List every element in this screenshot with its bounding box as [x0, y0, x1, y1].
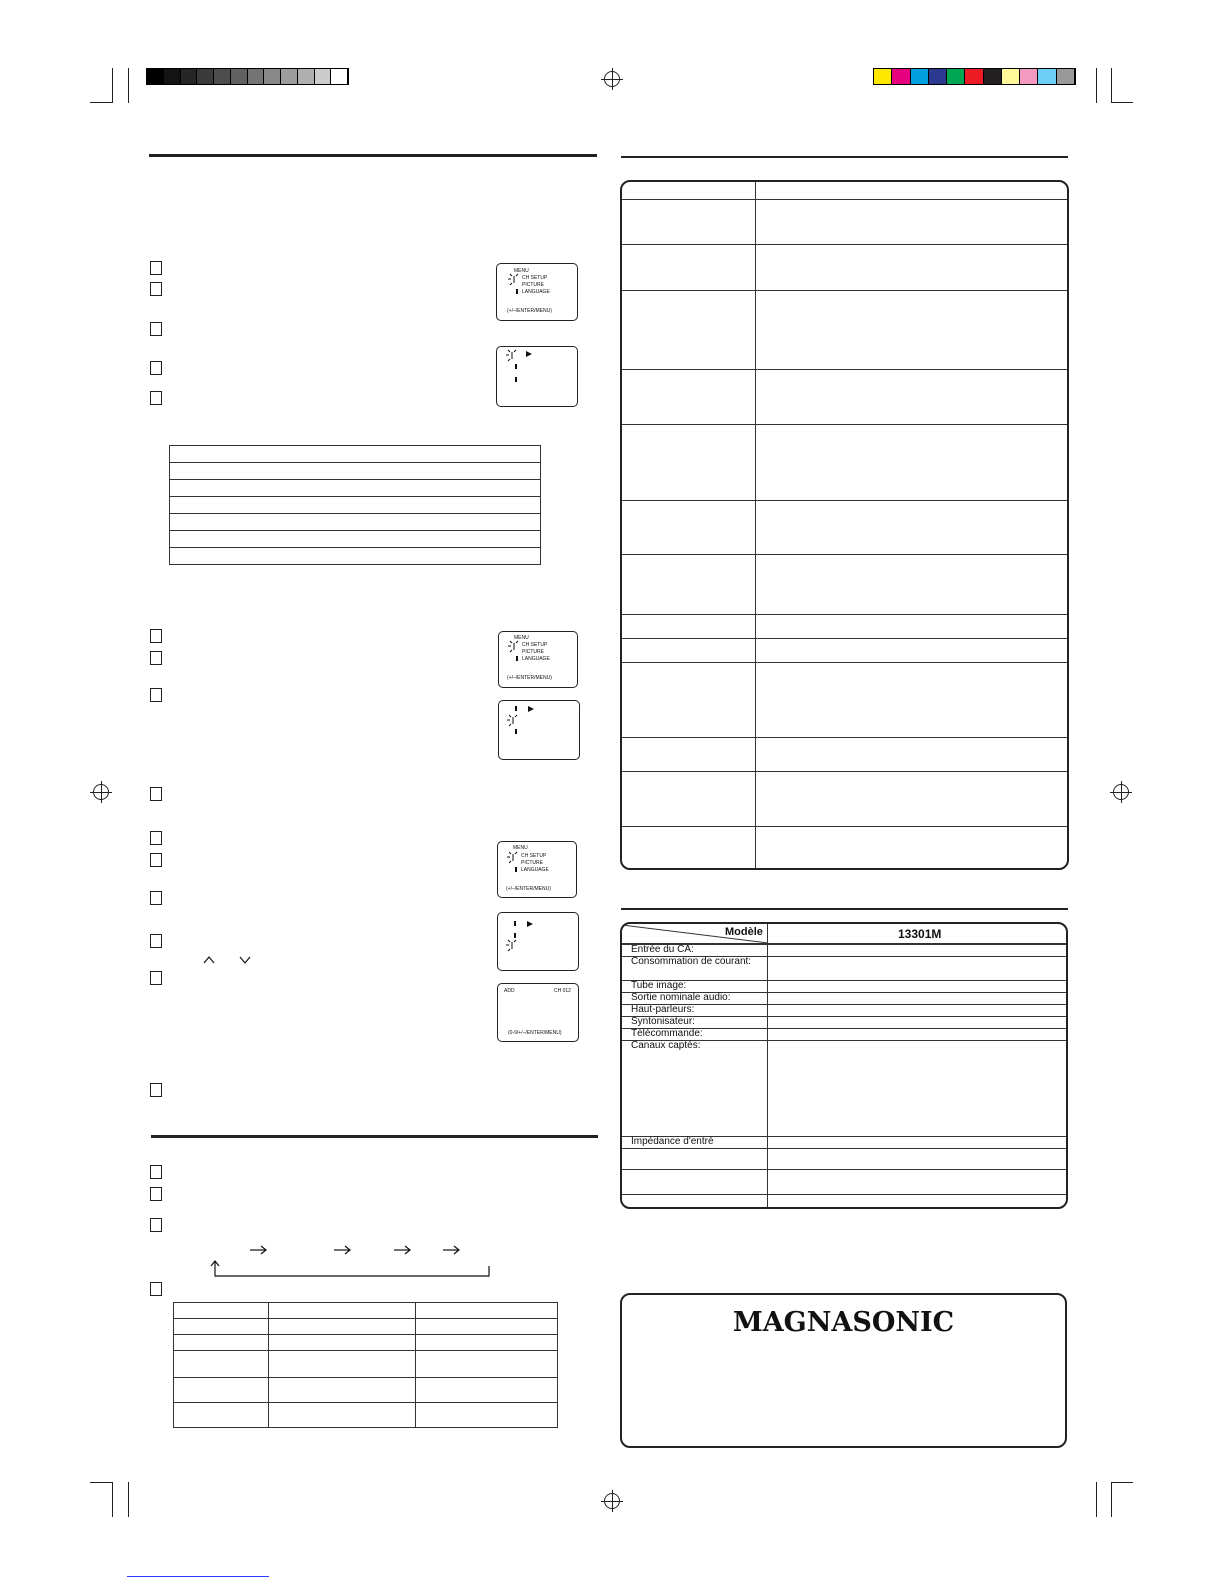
menu-item-language: LANGUAGE — [522, 656, 550, 662]
selection-bar — [515, 364, 517, 369]
blinking-cursor-icon — [506, 714, 520, 728]
color-swatch — [1057, 69, 1075, 84]
gray-swatch — [164, 69, 181, 84]
gray-swatch — [298, 69, 315, 84]
bottom-link-underline — [127, 1576, 269, 1577]
menu-item-picture: PICTURE — [522, 282, 544, 288]
setting-table-2 — [173, 1302, 558, 1428]
column-divider — [755, 182, 756, 870]
selection-bar — [516, 289, 518, 294]
step-box — [150, 934, 162, 948]
brand-box — [620, 1293, 1067, 1448]
cycle-arrows-diagram — [205, 1240, 495, 1282]
selection-bar — [514, 933, 516, 938]
step-box — [150, 891, 162, 905]
step-box — [150, 831, 162, 845]
registration-mark-top — [604, 71, 620, 87]
registration-mark-bottom — [604, 1493, 620, 1509]
table-row — [170, 514, 541, 531]
spec-row-label: Télécommande: — [631, 1028, 703, 1039]
step-box — [150, 322, 162, 336]
step-box — [150, 688, 162, 702]
troubleshooting-row-divider — [622, 500, 1069, 501]
table-cell — [269, 1403, 416, 1428]
step-box — [150, 1083, 162, 1097]
arrow-right-icon — [528, 706, 534, 712]
troubleshooting-row-divider — [622, 424, 1069, 425]
troubleshooting-row-divider — [622, 290, 1069, 291]
table-cell — [416, 1351, 558, 1378]
menu-hint: (+/–/ENTER/MENU) — [507, 308, 552, 314]
troubleshooting-row-divider — [622, 369, 1069, 370]
registration-mark-left — [93, 784, 109, 800]
section-rule-right-top — [621, 156, 1068, 158]
troubleshooting-row-divider — [622, 771, 1069, 772]
color-calibration-bar — [873, 68, 1076, 85]
osd-menu-screen — [498, 631, 578, 688]
gray-swatch — [197, 69, 214, 84]
step-box — [150, 282, 162, 296]
channel-label: CH 012 — [554, 988, 571, 994]
table-row — [170, 463, 541, 480]
step-box — [150, 261, 162, 275]
menu-item-ch-setup: CH SETUP — [521, 853, 547, 859]
menu-item-picture: PICTURE — [521, 860, 543, 866]
table-cell — [416, 1319, 558, 1335]
table-row — [170, 548, 541, 565]
section-rule-left-top — [149, 154, 597, 157]
table-row — [170, 531, 541, 548]
step-box — [150, 787, 162, 801]
menu-title: MENU — [513, 845, 528, 851]
gray-swatch — [248, 69, 265, 84]
table-cell — [174, 1319, 269, 1335]
selection-bar — [515, 377, 517, 382]
table-cell — [416, 1303, 558, 1319]
color-swatch — [911, 69, 929, 84]
step-box — [150, 1282, 162, 1296]
blinking-cursor-icon — [506, 851, 520, 865]
step-box — [150, 651, 162, 665]
step-box — [150, 1187, 162, 1201]
menu-item-language: LANGUAGE — [522, 289, 550, 295]
magnasonic-logo: MAGNASONIC — [732, 1307, 955, 1338]
color-swatch — [929, 69, 947, 84]
troubleshooting-row-divider — [622, 662, 1069, 663]
registration-mark-right — [1113, 784, 1129, 800]
spec-row-label: Impédance d'entré — [631, 1136, 714, 1147]
troubleshooting-row-divider — [622, 244, 1069, 245]
step-box — [150, 629, 162, 643]
step-box — [150, 1165, 162, 1179]
spec-row-divider — [622, 1194, 1068, 1195]
gray-swatch — [214, 69, 231, 84]
setting-table-1 — [169, 445, 541, 565]
menu-item-language: LANGUAGE — [521, 867, 549, 873]
osd-submenu-screen — [496, 346, 578, 407]
gray-swatch — [315, 69, 332, 84]
table-cell — [174, 1378, 269, 1403]
add-label: ADD — [504, 988, 515, 994]
model-value: 13301M — [898, 927, 942, 941]
table-cell — [269, 1378, 416, 1403]
gray-swatch — [331, 69, 348, 84]
step-box — [150, 853, 162, 867]
step-box — [150, 391, 162, 405]
spec-row-divider — [622, 980, 1068, 981]
menu-item-ch-setup: CH SETUP — [522, 275, 548, 281]
blinking-cursor-icon — [507, 640, 521, 654]
gray-swatch — [181, 69, 198, 84]
osd-menu-screen — [496, 263, 578, 321]
troubleshooting-row-divider — [622, 199, 1069, 200]
osd-submenu-screen — [498, 700, 580, 760]
selection-bar — [515, 729, 517, 734]
selection-bar — [515, 706, 517, 711]
spec-row-label: Haut-parleurs: — [631, 1004, 695, 1015]
section-rule-left-bottom — [151, 1135, 598, 1138]
table-cell — [269, 1351, 416, 1378]
gray-calibration-bar — [146, 68, 349, 85]
spec-row-divider — [622, 1169, 1068, 1170]
specifications-box — [620, 922, 1068, 1209]
color-swatch — [984, 69, 1002, 84]
selection-bar — [516, 656, 518, 661]
table-row — [170, 480, 541, 497]
model-header: Modèle — [725, 926, 763, 938]
menu-hint: (+/–/ENTER/MENU) — [506, 886, 551, 892]
table-cell — [416, 1335, 558, 1351]
arrow-right-icon — [527, 921, 533, 927]
color-swatch — [965, 69, 983, 84]
troubleshooting-row-divider — [622, 614, 1069, 615]
osd-menu-screen — [497, 841, 577, 898]
menu-item-ch-setup: CH SETUP — [522, 642, 548, 648]
chevron-down-icon — [239, 956, 251, 964]
color-swatch — [892, 69, 910, 84]
menu-hint: (+/–/ENTER/MENU) — [507, 675, 552, 681]
table-cell — [269, 1303, 416, 1319]
menu-title: MENU — [514, 635, 529, 641]
blinking-cursor-icon — [505, 349, 519, 363]
table-row — [170, 497, 541, 514]
add-hint: (0-9/+/–/ENTER/MENU) — [508, 1030, 562, 1036]
table-cell — [269, 1319, 416, 1335]
color-swatch — [1002, 69, 1020, 84]
table-row — [170, 446, 541, 463]
gray-swatch — [147, 69, 164, 84]
step-box — [150, 1218, 162, 1232]
table-cell — [174, 1303, 269, 1319]
arrow-right-icon — [526, 351, 532, 357]
chevron-up-icon — [203, 956, 215, 964]
spec-column-divider — [767, 924, 768, 1209]
gray-swatch — [264, 69, 281, 84]
spec-row-label: Sortie nominale audio: — [631, 992, 731, 1003]
gray-swatch — [281, 69, 298, 84]
selection-bar — [514, 921, 516, 926]
gray-swatch — [231, 69, 248, 84]
spec-row-label: Tube image: — [631, 980, 687, 991]
step-box — [150, 361, 162, 375]
spec-row-label: Canaux captés: — [631, 1040, 701, 1051]
spec-row-divider — [622, 1148, 1068, 1149]
troubleshooting-row-divider — [622, 638, 1069, 639]
troubleshooting-box — [620, 180, 1069, 870]
menu-title: MENU — [514, 268, 529, 274]
color-swatch — [874, 69, 892, 84]
table-cell — [174, 1403, 269, 1428]
blinking-cursor-icon — [507, 273, 521, 287]
menu-item-picture: PICTURE — [522, 649, 544, 655]
blinking-cursor-icon — [505, 939, 519, 953]
troubleshooting-row-divider — [622, 737, 1069, 738]
spec-row-label: Entrée du CA: — [631, 944, 694, 955]
troubleshooting-row-divider — [622, 554, 1069, 555]
table-cell — [416, 1403, 558, 1428]
table-cell — [269, 1335, 416, 1351]
color-swatch — [1038, 69, 1056, 84]
color-swatch — [947, 69, 965, 84]
step-box — [150, 971, 162, 985]
osd-add-channel-screen — [497, 983, 579, 1042]
table-cell — [174, 1335, 269, 1351]
color-swatch — [1020, 69, 1038, 84]
spec-row-label: Syntonisateur: — [631, 1016, 695, 1027]
section-rule-right-middle — [621, 908, 1068, 910]
spec-row-label: Consommation de courant: — [631, 956, 752, 967]
osd-submenu-screen — [497, 912, 579, 971]
selection-bar — [515, 867, 517, 872]
table-cell — [416, 1378, 558, 1403]
troubleshooting-row-divider — [622, 826, 1069, 827]
table-cell — [174, 1351, 269, 1378]
